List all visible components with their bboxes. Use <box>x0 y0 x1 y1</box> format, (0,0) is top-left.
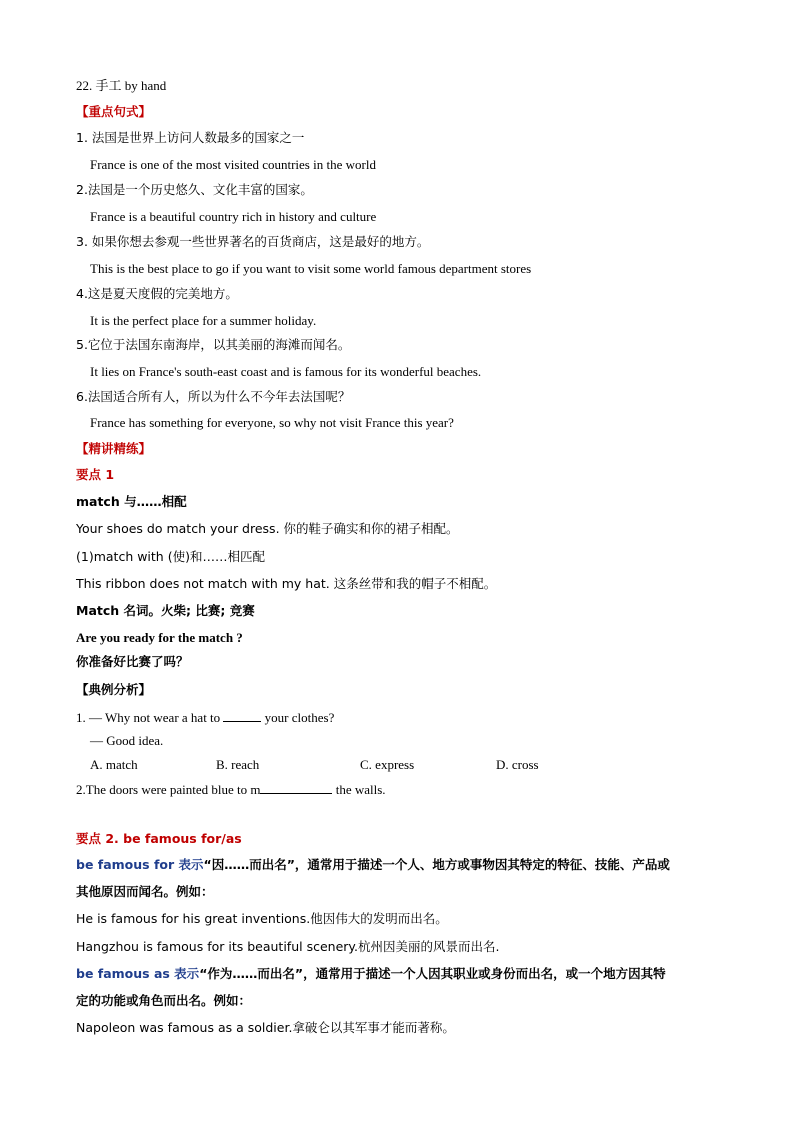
question-2 <box>76 781 386 798</box>
option-b: B. reach <box>216 757 260 772</box>
sentence-3-cn: 3. 如果你想去参观一些世界著名的百货商店，这是最好的地方。 <box>76 234 430 249</box>
vocab-item-22: 22. 手工 by hand <box>76 78 167 93</box>
famous-for-example-2: Hangzhou is famous for its beautiful scenery.杭州因美丽的风景而出名. <box>76 939 500 954</box>
sentence-4-cn: 4.这是夏天度假的完美地方。 <box>76 286 238 301</box>
sentence-6-cn: 6.法国适合所有人，所以为什么不今年去法国呢？ <box>76 389 351 404</box>
famous-for-explanation: “因……而出名”，通常用于描述一个人、地方或事物因其特定的特征、技能、产品或 <box>203 857 670 872</box>
match-example-1: Your shoes do match your dress. 你的鞋子确实和你的裙子相配。 <box>76 521 459 536</box>
question-1-reply: — Good idea. <box>90 733 164 748</box>
section-heading-lecture: 【精讲精练】 <box>76 441 152 456</box>
famous-as-example: Napoleon was famous as a soldier.拿破仑以其军事才能而著称。 <box>76 1020 455 1035</box>
famous-for-definition-cont: 其他原因而闻名。例如： <box>76 884 214 899</box>
match-with-definition: (1)match with (使)和……相匹配 <box>76 549 265 564</box>
match-noun-example-en: Are you ready for the match ? <box>76 630 243 645</box>
option-c: C. express <box>360 757 415 772</box>
question-1 <box>76 709 334 726</box>
option-a: A. match <box>90 757 138 772</box>
sentence-3-en: This is the best place to go if you want to visit some world famous department stores <box>90 261 532 276</box>
sentence-1-en: France is one of the most visited countries in the world <box>90 157 376 172</box>
sentence-2-cn: 2.法国是一个历史悠久、文化丰富的国家。 <box>76 182 313 197</box>
sentence-4-en: It is the perfect place for a summer holiday. <box>90 313 317 328</box>
question-2-part-a: 2.The doors were painted blue to m <box>76 782 261 797</box>
section-heading-key-sentences: 【重点句式】 <box>76 104 152 119</box>
famous-for-definition <box>76 857 670 873</box>
famous-for-example-1: He is famous for his great inventions.他因伟大的发明而出名。 <box>76 911 448 926</box>
question-1-blank <box>223 709 261 722</box>
question-1-part-b: your clothes? <box>264 710 335 725</box>
sentence-5-en: It lies on France's south-east coast and is famous for its wonderful beaches. <box>90 364 482 379</box>
sentence-1-cn: 1. 法国是世界上访问人数最多的国家之一 <box>76 130 305 145</box>
question-2-blank <box>260 781 332 794</box>
match-noun-definition: Match 名词。火柴; 比赛; 竞赛 <box>76 603 255 618</box>
key-point-1-heading: 要点 1 <box>76 467 115 482</box>
sentence-2-en: France is a beautiful country rich in history and culture <box>90 209 377 224</box>
question-1-part-a: 1. — Why not wear a hat to <box>76 710 221 725</box>
match-with-example: This ribbon does not match with my hat. 这条丝带和我的帽子不相配。 <box>76 576 497 591</box>
sentence-6-en: France has something for everyone, so why not visit France this year? <box>90 415 454 430</box>
option-d: D. cross <box>496 757 539 772</box>
question-2-part-b: the walls. <box>335 782 386 797</box>
key-point-2-heading: 要点 2. be famous for/as <box>76 831 242 846</box>
famous-for-term: be famous for 表示 <box>76 857 204 872</box>
match-noun-example-cn: 你准备好比赛了吗？ <box>76 654 189 669</box>
famous-as-term: be famous as 表示 <box>76 966 200 981</box>
famous-as-definition-cont: 定的功能或角色而出名。例如： <box>76 993 252 1008</box>
sentence-5-cn: 5.它位于法国东南海岸，以其美丽的海滩而闻名。 <box>76 337 351 352</box>
match-definition: match 与……相配 <box>76 494 187 509</box>
famous-as-explanation: “作为……而出名”，通常用于描述一个人因其职业或身份而出名，或一个地方因其特 <box>199 966 666 981</box>
famous-as-definition <box>76 966 666 982</box>
section-heading-examples: 【典例分析】 <box>76 682 152 697</box>
